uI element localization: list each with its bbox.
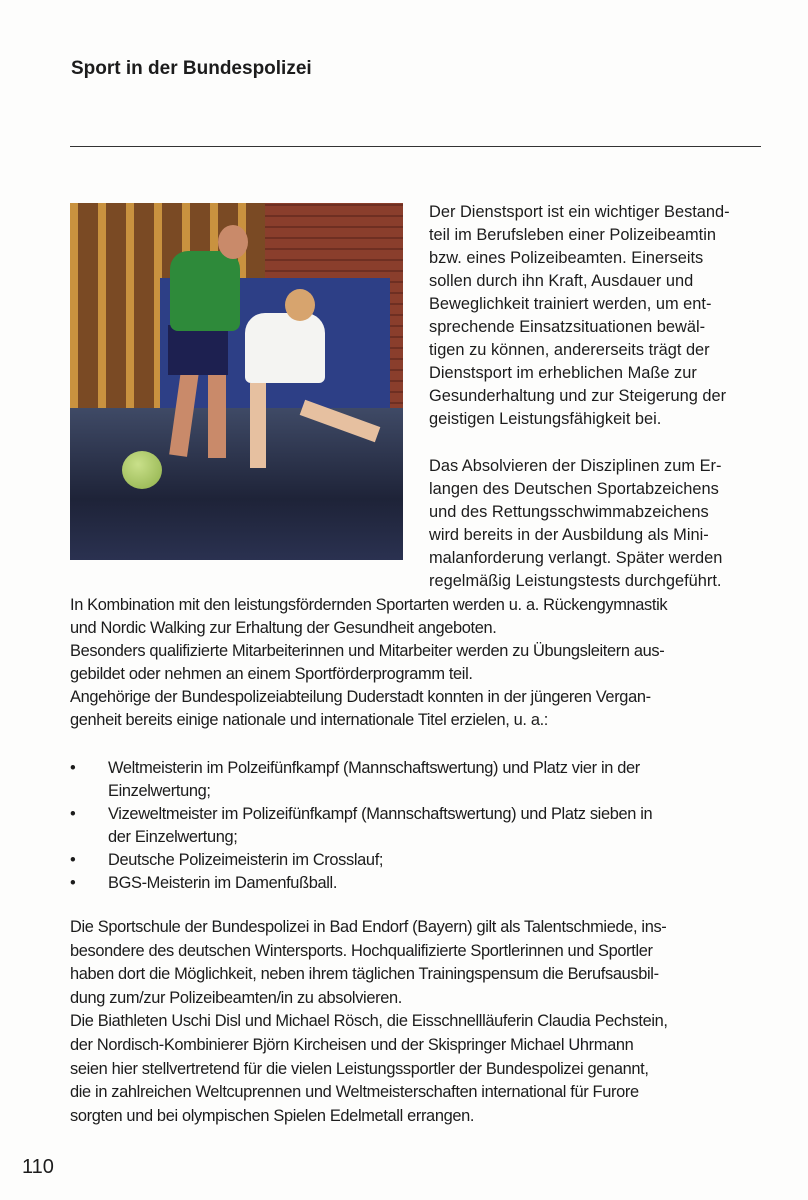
text-line: der Nordisch-Kombinierer Björn Kircheisen und der Skispringer Michael Uhrmann <box>70 1035 634 1054</box>
page-title: Sport in der Bundespolizei <box>71 58 312 79</box>
text-line: und des Rettungsschwimmabzeichens <box>429 503 709 521</box>
text-line: Die Sportschule der Bundespolizei in Bad Endorf (Bayern) gilt als Talentschmiede, ins- <box>70 918 667 936</box>
bullet-icon: • <box>70 805 76 823</box>
text-line: Beweglichkeit trainiert werden, um ent- <box>429 295 712 313</box>
text-line: teil im Berufsleben einer Polizeibeamtin <box>429 226 716 244</box>
text-line: Die Biathleten Uschi Disl und Michael Rösch, die Eisschnellläuferin Claudia Pechstein, <box>70 1012 668 1031</box>
text-line: sollen durch ihn Kraft, Ausdauer und <box>429 272 694 290</box>
text-line: Deutsche Polizeimeisterin im Crosslauf; <box>108 851 384 869</box>
text-line: der Einzelwertung; <box>108 828 238 846</box>
text-line: geistigen Leistungsfähigkeit bei. <box>429 410 662 428</box>
text-line: haben dort die Möglichkeit, neben ihrem täglichen Trainingspensum die Berufsausbil- <box>70 965 659 984</box>
text-line: Dienstsport im erheblichen Maße zur <box>429 364 697 382</box>
bullet-icon: • <box>70 759 76 777</box>
text-line: Vizeweltmeister im Polizeifünfkampf (Mannschaftswertung) und Platz sieben in <box>108 805 653 823</box>
player1-shirt <box>170 251 240 331</box>
ball <box>122 451 162 489</box>
column-paragraph-1 <box>429 201 730 431</box>
text-line: Besonders qualifizierte Mitarbeiterinnen und Mitarbeiter werden zu Übungsleitern aus- <box>70 642 665 660</box>
body-paragraphs-2 <box>70 916 668 1128</box>
text-line: Der Dienstsport ist ein wichtiger Bestand- <box>429 203 730 221</box>
text-line: Angehörige der Bundespolizeiabteilung Duderstadt konnten in der jüngeren Vergan- <box>70 688 651 706</box>
list-item <box>108 757 640 803</box>
text-line: bzw. eines Polizeibeamten. Einerseits <box>429 249 704 267</box>
bullet-icon: • <box>70 874 76 892</box>
text-line: die in zahlreichen Weltcuprennen und Weltmeisterschaften international für Furore <box>70 1083 639 1102</box>
list-item <box>108 803 652 849</box>
bullet-icon: • <box>70 851 76 869</box>
column-paragraph-2 <box>429 455 722 593</box>
list-item <box>108 849 383 872</box>
text-line: BGS-Meisterin im Damenfußball. <box>108 874 338 892</box>
page-number: 110 <box>22 1156 54 1178</box>
text-line: regelmäßig Leistungstests durchgeführt. <box>429 572 722 590</box>
text-line: seien hier stellvertretend für die vielen Leistungssportler der Bundespolizei genannt, <box>70 1059 649 1078</box>
player1-leg <box>208 368 226 458</box>
text-line: Weltmeisterin im Polzeifünfkampf (Mannschaftswertung) und Platz vier in der <box>108 759 640 777</box>
player2-leg <box>250 383 266 468</box>
text-line: langen des Deutschen Sportabzeichens <box>429 480 719 498</box>
text-line: dung zum/zur Polizeibeamten/in zu absolvieren. <box>70 988 402 1007</box>
text-line: und Nordic Walking zur Erhaltung der Gesundheit angeboten. <box>70 619 497 637</box>
text-line: Das Absolvieren der Disziplinen zum Er- <box>429 457 722 475</box>
text-line: besondere des deutschen Wintersports. Hochqualifizierte Sportlerinnen und Sportler <box>70 941 653 960</box>
player2-head <box>285 289 315 321</box>
sports-photo <box>70 203 403 560</box>
text-line: Einzelwertung; <box>108 782 211 800</box>
text-line: genheit bereits einige nationale und internationale Titel erzielen, u. a.: <box>70 711 549 729</box>
text-line: gebildet oder nehmen an einem Sportförderprogramm teil. <box>70 665 473 683</box>
player1-head <box>218 225 248 259</box>
player1-shorts <box>168 325 228 375</box>
body-paragraphs-1 <box>70 594 667 732</box>
text-line: sprechende Einsatzsituationen bewäl- <box>429 318 706 336</box>
text-line: wird bereits in der Ausbildung als Mini- <box>429 526 709 544</box>
list-item <box>108 872 337 895</box>
text-line: malanforderung verlangt. Später werden <box>429 549 723 567</box>
text-line: In Kombination mit den leistungsfördernden Sportarten werden u. a. Rückengymnastik <box>70 596 668 614</box>
text-line: tigen zu können, andererseits trägt der <box>429 341 710 359</box>
title-rule <box>70 146 761 147</box>
text-line: Gesunderhaltung und zur Steigerung der <box>429 387 727 405</box>
text-line: sorgten und bei olympischen Spielen Edelmetall errangen. <box>70 1106 475 1125</box>
player2-shirt <box>245 313 325 383</box>
